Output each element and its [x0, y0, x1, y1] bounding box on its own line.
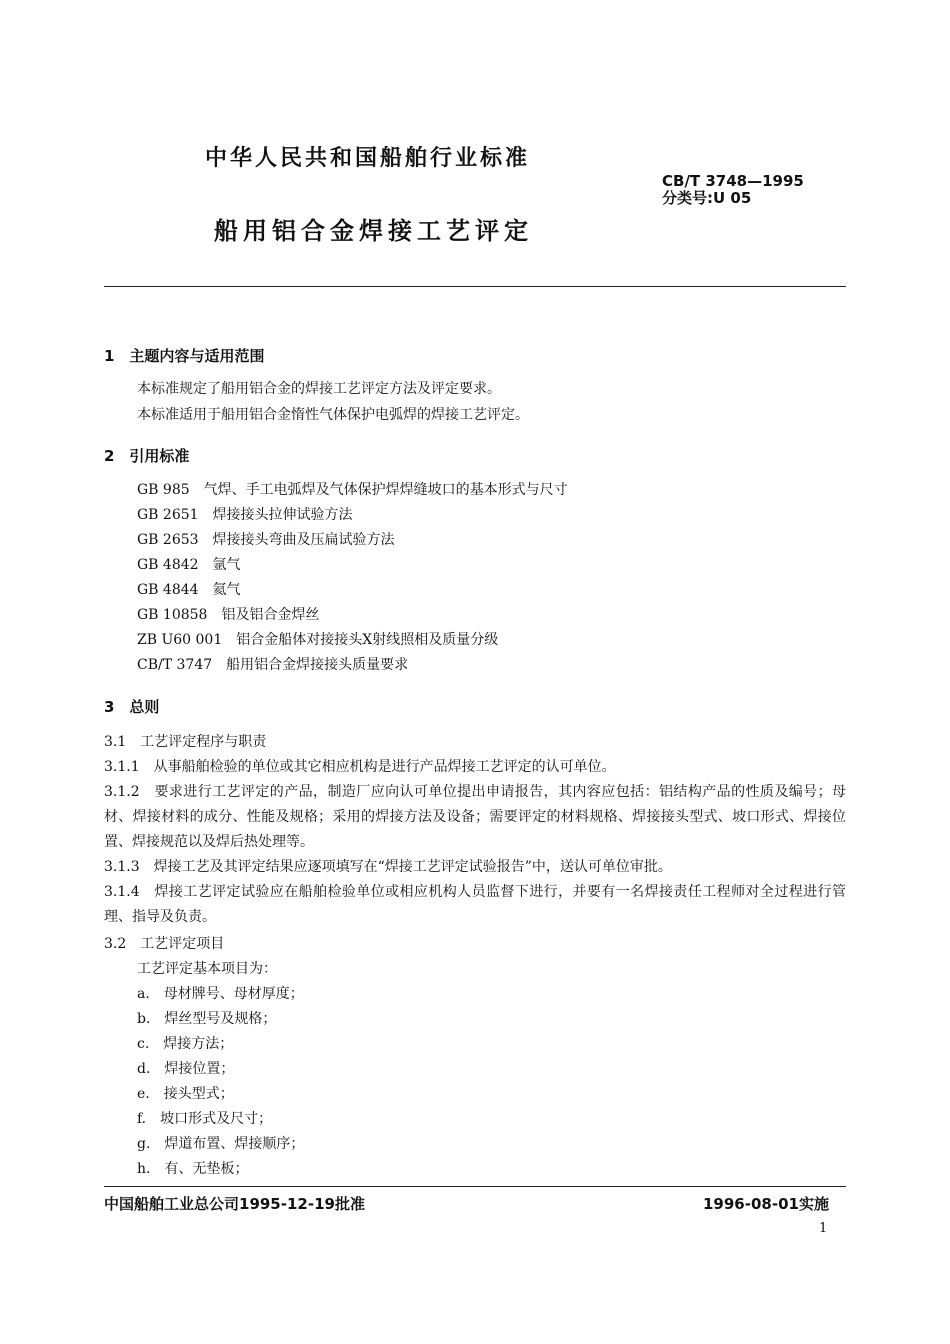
standard-code-block [662, 173, 804, 207]
clause-3-1: 3.1 工艺评定程序与职责 [104, 734, 267, 750]
list-item: g. 焊道布置、焊接顺序； [137, 1136, 305, 1152]
section-2-heading: 2 引用标准 [104, 447, 190, 465]
reference-item: GB 985 气焊、手工电弧焊及气体保护焊焊缝坡口的基本形式与尺寸 [137, 482, 568, 498]
document-title: 船用铝合金焊接工艺评定 [214, 217, 533, 245]
section-1-heading: 1 主题内容与适用范围 [104, 347, 265, 365]
reference-item: CB/T 3747 船用铝合金焊接接头质量要求 [137, 657, 409, 673]
clause-3-1-2: 3.1.2 要求进行工艺评定的产品，制造厂应向认可单位提出申请报告，其内容应包括：铝结构产品的性质及编号；母材、焊接材料的成分、性能及规格；采用的焊接方法及设备；需要评定的材料规格、焊接接头型式、坡口形式、焊接位置、焊接规范以及焊后热处理等。 [104, 784, 846, 850]
list-item: a. 母材牌号、母材厚度； [137, 986, 304, 1002]
category-code: 分类号:U 05 [662, 189, 752, 207]
approval-line: 中国船舶工业总公司1995-12-19批准 [104, 1195, 365, 1213]
reference-item: ZB U60 001 铝合金船体对接接头X射线照相及质量分级 [137, 632, 499, 648]
clause-3-1-4: 3.1.4 焊接工艺评定试验应在船舶检验单位或相应机构人员监督下进行，并要有一名焊接责任工程师对全过程进行管理、指导及负责。 [104, 884, 846, 925]
header-divider [104, 286, 846, 287]
clause-3-1-1: 3.1.1 从事船舶检验的单位或其它相应机构是进行产品焊接工艺评定的认可单位。 [104, 759, 616, 775]
list-item: b. 焊丝型号及规格； [137, 1011, 277, 1027]
section-1-paragraph-1: 本标准规定了船用铝合金的焊接工艺评定方法及评定要求。 [137, 381, 501, 397]
effective-date-line: 1996-08-01实施 [703, 1195, 829, 1213]
issuing-org-title: 中华人民共和国船舶行业标准 [205, 146, 531, 171]
clause-3-2-intro: 工艺评定基本项目为： [137, 961, 277, 977]
reference-item: GB 2651 焊接接头拉伸试验方法 [137, 507, 353, 523]
reference-item: GB 10858 铝及铝合金焊丝 [137, 607, 320, 623]
section-1-paragraph-2: 本标准适用于船用铝合金惰性气体保护电弧焊的焊接工艺评定。 [137, 407, 529, 423]
clause-3-2: 3.2 工艺评定项目 [104, 936, 225, 952]
section-3-heading: 3 总则 [104, 698, 160, 716]
list-item: d. 焊接位置； [137, 1061, 235, 1077]
clause-3-1-3: 3.1.3 焊接工艺及其评定结果应逐项填写在“焊接工艺评定试验报告”中，送认可单位审批。 [104, 859, 672, 875]
reference-item: GB 2653 焊接接头弯曲及压扁试验方法 [137, 532, 395, 548]
reference-item: GB 4842 氩气 [137, 557, 241, 573]
list-item: e. 接头型式； [137, 1086, 234, 1102]
list-item: f. 坡口形式及尺寸； [137, 1111, 273, 1127]
reference-item: GB 4844 氦气 [137, 582, 241, 598]
list-item: c. 焊接方法； [137, 1036, 234, 1052]
standard-code: CB/T 3748—1995 [662, 172, 804, 190]
list-item: h. 有、无垫板； [137, 1161, 249, 1177]
footer-divider [104, 1186, 846, 1187]
page-number: 1 [819, 1221, 828, 1236]
